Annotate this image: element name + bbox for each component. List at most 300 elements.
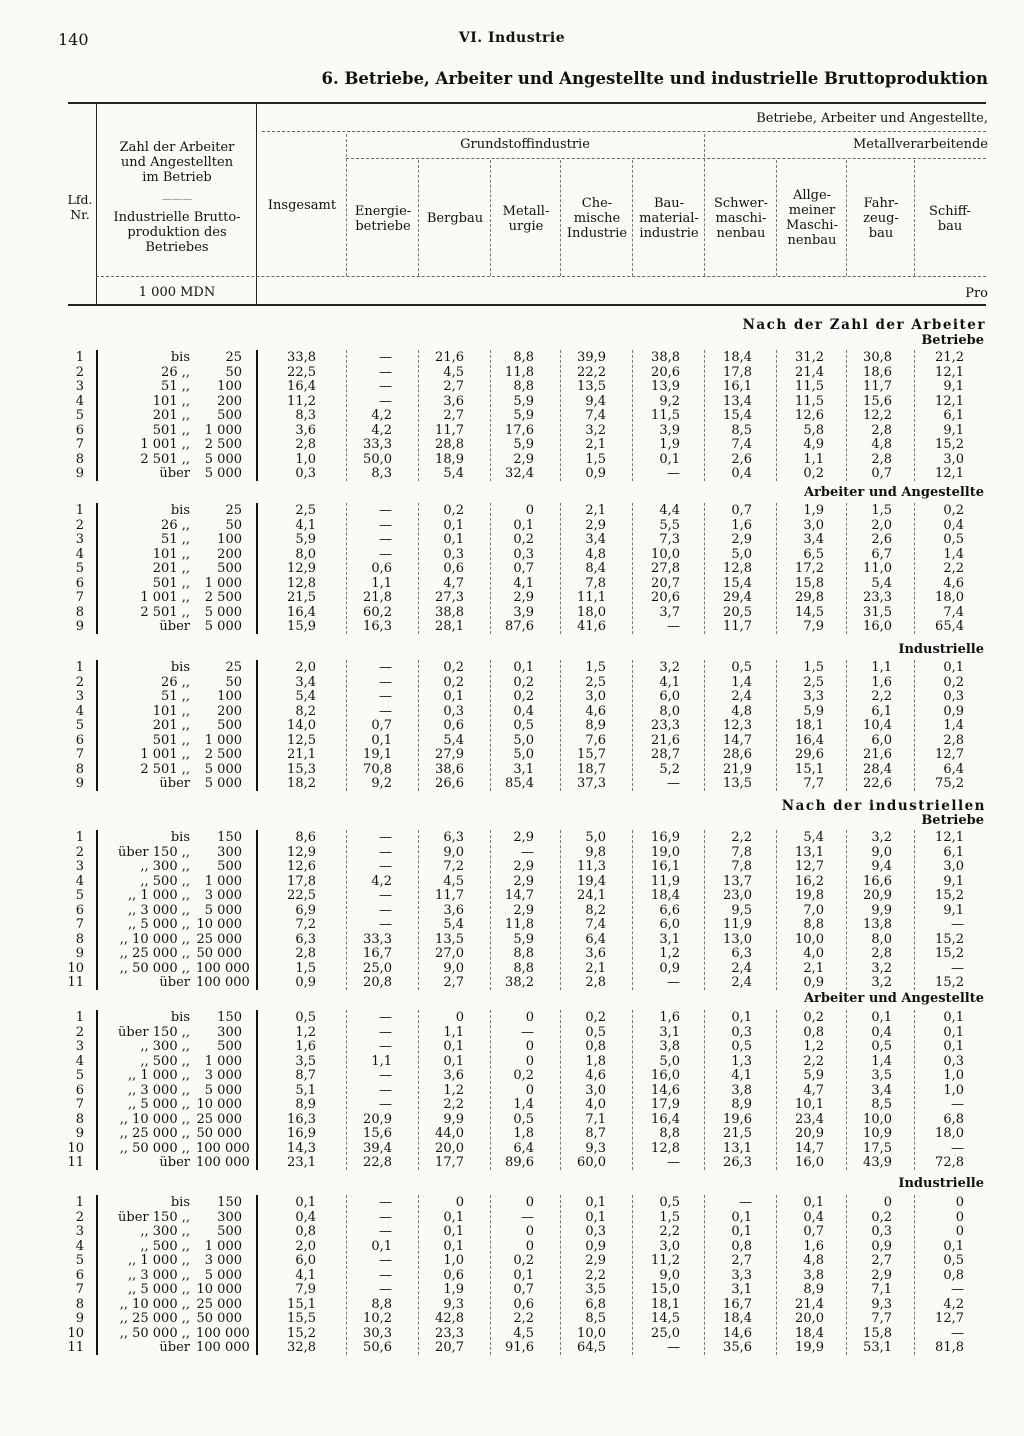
cell-value: 8,8: [513, 350, 534, 365]
table-row: [0, 1069, 1024, 1084]
cell-value: 3,9: [513, 604, 534, 620]
col-chemie: Che- mische Industrie: [566, 196, 628, 241]
cell-value: 0,2: [443, 674, 464, 690]
cell-value: 18,0: [577, 604, 606, 620]
cell-value: 2,2: [443, 1097, 464, 1112]
range-from: ,, 10 000 ,,: [119, 1111, 190, 1127]
cell-value: 3,5: [295, 1053, 316, 1069]
cell-value: 87,6: [505, 619, 534, 634]
cell-value: 13,5: [435, 931, 464, 947]
cell-value: 4,6: [585, 703, 606, 719]
cell-value: 1,0: [943, 1082, 964, 1098]
table-row: [0, 591, 1024, 606]
cell-value: 13,1: [723, 1140, 752, 1156]
row-number: 5: [75, 561, 84, 576]
cell-value: 10,9: [863, 1126, 892, 1141]
row-number: 3: [75, 689, 84, 704]
cell-value: 3,6: [443, 1068, 464, 1083]
cell-value: 18,7: [577, 761, 606, 777]
cell-value: 2,0: [871, 517, 892, 533]
cell-value: —: [379, 532, 392, 547]
table-row: [0, 889, 1024, 904]
cell-value: 28,1: [435, 619, 464, 634]
cell-value: 0: [525, 503, 534, 518]
cell-value: 0,5: [871, 1039, 892, 1054]
cell-value: 19,4: [577, 873, 606, 889]
cell-value: 21,1: [287, 747, 316, 762]
row-number: 3: [75, 1039, 84, 1054]
cell-value: 15,2: [287, 1325, 316, 1341]
table-row: [0, 562, 1024, 577]
cell-value: 4,1: [295, 1267, 316, 1283]
cell-value: 16,7: [363, 946, 392, 961]
cell-value: 50,6: [363, 1340, 392, 1355]
cell-value: 42,8: [435, 1311, 464, 1326]
cell-value: 5,0: [731, 546, 752, 562]
col-allg-maschinenbau: Allge- meiner Maschi- nenbau: [786, 188, 838, 248]
cell-value: 7,9: [295, 1282, 316, 1297]
block-label: Industrielle: [898, 1176, 984, 1191]
row-number: 9: [75, 946, 84, 961]
cell-value: 0,8: [943, 1267, 964, 1283]
cell-value: 0,8: [585, 1039, 606, 1054]
range-to: 100: [217, 689, 242, 704]
cell-value: 0,6: [443, 561, 464, 576]
cell-value: 0,9: [803, 975, 824, 990]
range-from: 101 ,,: [152, 546, 190, 562]
cell-value: 7,8: [731, 844, 752, 860]
cell-value: —: [379, 1224, 392, 1239]
cell-value: 2,4: [731, 960, 752, 976]
range-to: 150: [217, 1010, 242, 1025]
cell-value: 12,6: [795, 408, 824, 423]
cell-value: —: [379, 660, 392, 675]
cell-value: 0,1: [443, 532, 464, 547]
cell-value: 5,9: [295, 532, 316, 547]
cell-value: 11,2: [651, 1253, 680, 1268]
cell-value: 0,4: [295, 1209, 316, 1225]
range-from: bis: [170, 1010, 190, 1025]
cell-value: 0: [525, 1195, 534, 1210]
cell-value: 3,6: [443, 902, 464, 918]
cell-value: 50,0: [363, 451, 392, 467]
cell-value: 0,4: [871, 1024, 892, 1040]
cell-value: 16,9: [287, 1126, 316, 1141]
row-number: 3: [75, 379, 84, 394]
cell-value: 7,4: [731, 437, 752, 452]
cell-value: 13,8: [863, 917, 892, 932]
cell-value: 3,0: [585, 1082, 606, 1098]
cell-value: 5,0: [659, 1053, 680, 1069]
cell-value: 15,2: [935, 975, 964, 990]
cell-value: 4,7: [803, 1082, 824, 1098]
cell-value: 1,2: [659, 946, 680, 961]
cell-value: 0,7: [731, 503, 752, 518]
cell-value: 16,4: [287, 379, 316, 394]
cell-value: 0,7: [371, 718, 392, 733]
block-label: Arbeiter und Angestellte: [803, 991, 984, 1006]
cell-value: 0,9: [585, 1238, 606, 1254]
cell-value: 0: [955, 1195, 964, 1210]
cell-value: 16,4: [287, 604, 316, 620]
cell-value: —: [379, 546, 392, 562]
range-from: über: [159, 975, 190, 990]
cell-value: 0,2: [803, 1010, 824, 1025]
cell-value: 0,5: [943, 1253, 964, 1268]
cell-value: 3,4: [803, 532, 824, 547]
cell-value: 14,6: [651, 1082, 680, 1098]
cell-value: 1,6: [295, 1039, 316, 1054]
cell-value: 19,8: [795, 888, 824, 903]
header-prod: Industrielle Brutto- produktion des Betriebes: [113, 210, 241, 255]
cell-value: 16,6: [863, 873, 892, 889]
cell-value: 2,5: [803, 674, 824, 690]
cell-value: 20,9: [863, 888, 892, 903]
cell-value: 25,0: [363, 960, 392, 976]
cell-value: 1,1: [871, 660, 892, 675]
cell-value: —: [379, 1082, 392, 1098]
cell-value: 13,1: [795, 844, 824, 860]
row-number: 11: [67, 1340, 84, 1355]
cell-value: 16,3: [287, 1111, 316, 1127]
row-number: 4: [75, 873, 84, 889]
col-schwermaschinenbau: Schwer- maschi- nenbau: [714, 196, 768, 241]
cell-value: —: [521, 1209, 534, 1225]
cell-value: 15,4: [723, 575, 752, 591]
table-row: [0, 1026, 1024, 1041]
cell-value: 18,4: [723, 1311, 752, 1326]
row-number: 2: [75, 1024, 84, 1040]
cell-value: 0,2: [443, 660, 464, 675]
range-to: 1 000: [204, 1238, 242, 1254]
cell-value: 9,1: [943, 902, 964, 918]
cell-value: 9,0: [443, 844, 464, 860]
range-from: ,, 300 ,,: [140, 1039, 190, 1054]
cell-value: 64,5: [577, 1340, 606, 1355]
table-row: [0, 976, 1024, 991]
cell-value: 28,6: [723, 747, 752, 762]
cell-value: 18,1: [651, 1296, 680, 1312]
cell-value: 22,5: [287, 364, 316, 380]
cell-value: 7,7: [871, 1311, 892, 1326]
cell-value: —: [379, 350, 392, 365]
cell-value: 2,7: [443, 379, 464, 394]
range-to: 200: [217, 703, 242, 719]
cell-value: 23,4: [795, 1111, 824, 1127]
cell-value: 0,9: [585, 466, 606, 481]
range-from: 2 501 ,,: [140, 761, 190, 777]
cell-value: 2,9: [513, 590, 534, 605]
row-number: 6: [75, 902, 84, 918]
range-from: 501 ,,: [152, 732, 190, 748]
cell-value: 8,9: [295, 1097, 316, 1112]
cell-value: 0,1: [659, 451, 680, 467]
cell-value: 7,8: [731, 859, 752, 874]
cell-value: 2,2: [513, 1311, 534, 1326]
cell-value: —: [379, 1068, 392, 1083]
table-row: [0, 519, 1024, 534]
cell-value: 4,8: [803, 1253, 824, 1268]
cell-value: 12,1: [935, 364, 964, 380]
cell-value: 16,9: [651, 830, 680, 845]
table-row: [0, 1327, 1024, 1342]
cell-value: 5,4: [443, 466, 464, 481]
table-row: [0, 763, 1024, 778]
cell-value: 4,5: [443, 873, 464, 889]
range-to: 100 000: [196, 1140, 250, 1156]
cell-value: 8,9: [731, 1097, 752, 1112]
table-row: [0, 395, 1024, 410]
cell-value: 16,0: [651, 1068, 680, 1083]
cell-value: 6,5: [803, 546, 824, 562]
row-number: 1: [75, 350, 84, 365]
row-number: 2: [75, 1209, 84, 1225]
cell-value: 7,8: [585, 575, 606, 591]
cell-value: 31,2: [795, 350, 824, 365]
cell-value: 0,8: [295, 1224, 316, 1239]
cell-value: 6,9: [295, 902, 316, 918]
cell-value: 2,7: [731, 1253, 752, 1268]
cell-value: 0,8: [803, 1024, 824, 1040]
cell-value: 2,8: [871, 451, 892, 467]
range-to: 300: [217, 1209, 242, 1225]
cell-value: 6,3: [731, 946, 752, 961]
range-from: ,, 1 000 ,,: [127, 888, 190, 903]
cell-value: 0,5: [513, 718, 534, 733]
cell-value: 9,0: [659, 1267, 680, 1283]
cell-value: 38,2: [505, 975, 534, 990]
row-number: 7: [75, 747, 84, 762]
table-row: [0, 606, 1024, 621]
cell-value: 7,4: [943, 604, 964, 620]
cell-value: 17,7: [435, 1155, 464, 1170]
cell-value: 3,8: [803, 1267, 824, 1283]
range-to: 100 000: [196, 960, 250, 976]
col-bergbau: Bergbau: [426, 211, 484, 226]
block-label: Betriebe: [921, 813, 984, 828]
cell-value: 75,2: [935, 776, 964, 791]
cell-value: —: [379, 1097, 392, 1112]
cell-value: 1,4: [871, 1053, 892, 1069]
table-row: [0, 1269, 1024, 1284]
cell-value: 17,6: [505, 422, 534, 438]
cell-value: —: [379, 888, 392, 903]
cell-value: 1,1: [371, 1053, 392, 1069]
range-from: ,, 500 ,,: [140, 1238, 190, 1254]
range-from: bis: [170, 660, 190, 675]
range-from: 1 001 ,,: [140, 590, 190, 605]
table-row: [0, 1142, 1024, 1157]
cell-value: 8,6: [295, 830, 316, 845]
cell-value: 0,1: [443, 1209, 464, 1225]
range-from: 51 ,,: [161, 379, 190, 394]
cell-value: 18,9: [435, 451, 464, 467]
cell-value: 8,5: [731, 422, 752, 438]
header-group2: Metallverarbeitende: [853, 137, 988, 152]
table-row: [0, 1040, 1024, 1055]
cell-value: 1,9: [659, 437, 680, 452]
cell-value: 22,2: [577, 364, 606, 380]
cell-value: 0,1: [443, 517, 464, 533]
cell-value: —: [951, 1097, 964, 1112]
cell-value: —: [667, 975, 680, 990]
range-from: 1 001 ,,: [140, 437, 190, 452]
range-from: 26 ,,: [161, 364, 190, 380]
cell-value: 0,1: [513, 1267, 534, 1283]
cell-value: 0,5: [295, 1010, 316, 1025]
range-from: ,, 25 000 ,,: [119, 1311, 190, 1326]
cell-value: 2,2: [803, 1053, 824, 1069]
cell-value: 15,1: [287, 1296, 316, 1312]
cell-value: 7,1: [585, 1111, 606, 1127]
range-to: 25: [225, 660, 242, 675]
cell-value: 8,0: [659, 703, 680, 719]
cell-value: 0: [455, 1010, 464, 1025]
cell-value: 4,0: [585, 1097, 606, 1112]
row-number: 8: [75, 451, 84, 467]
cell-value: 23,3: [435, 1325, 464, 1341]
header-unit: 1 000 MDN: [138, 285, 216, 300]
cell-value: 11,7: [723, 619, 752, 634]
range-from: ,, 5 000 ,,: [127, 1097, 190, 1112]
cell-value: —: [379, 902, 392, 918]
row-number: 3: [75, 532, 84, 547]
cell-value: —: [379, 1024, 392, 1040]
cell-value: 9,4: [871, 859, 892, 874]
range-to: 1 000: [204, 575, 242, 591]
cell-value: 10,0: [795, 931, 824, 947]
cell-value: 15,3: [287, 761, 316, 777]
row-number: 3: [75, 1224, 84, 1239]
cell-value: 12,9: [287, 844, 316, 860]
cell-value: 16,0: [795, 1155, 824, 1170]
cell-value: 11,8: [505, 917, 534, 932]
cell-value: 0,3: [295, 466, 316, 481]
row-number: 3: [75, 859, 84, 874]
cell-value: 13,5: [723, 776, 752, 791]
row-number: 1: [75, 660, 84, 675]
table-row: [0, 1011, 1024, 1026]
cell-value: 0,2: [513, 674, 534, 690]
cell-value: —: [521, 844, 534, 860]
range-from: 1 001 ,,: [140, 747, 190, 762]
row-number: 9: [75, 1126, 84, 1141]
cell-value: 11,7: [435, 888, 464, 903]
cell-value: 0,3: [513, 546, 534, 562]
cell-value: 60,2: [363, 604, 392, 620]
cell-value: 9,0: [871, 844, 892, 860]
cell-value: —: [739, 1195, 752, 1210]
cell-value: 0: [525, 1039, 534, 1054]
range-to: 50: [225, 364, 242, 380]
range-to: 25 000: [196, 1111, 242, 1127]
cell-value: 6,4: [513, 1140, 534, 1156]
cell-value: 5,0: [513, 732, 534, 748]
row-number: 1: [75, 1195, 84, 1210]
cell-value: 33,8: [287, 350, 316, 365]
cell-value: —: [379, 379, 392, 394]
cell-value: 0,5: [731, 660, 752, 675]
table-row: [0, 860, 1024, 875]
row-number: 2: [75, 674, 84, 690]
cell-value: 22,6: [863, 776, 892, 791]
cell-value: 4,6: [585, 1068, 606, 1083]
cell-value: 0,7: [871, 466, 892, 481]
cell-value: 1,5: [659, 1209, 680, 1225]
cell-value: 0,3: [585, 1224, 606, 1239]
cell-value: —: [951, 1140, 964, 1156]
row-number: 6: [75, 575, 84, 591]
cell-value: 16,7: [723, 1296, 752, 1312]
cell-value: 2,5: [295, 503, 316, 518]
col-schiffbau: Schiff- bau: [929, 204, 971, 234]
range-to: 5 000: [204, 619, 242, 634]
cell-value: 18,2: [287, 776, 316, 791]
range-from: 26 ,,: [161, 517, 190, 533]
cell-value: 10,0: [651, 546, 680, 562]
cell-value: 8,0: [871, 931, 892, 947]
col-energie: Energie- betriebe: [354, 204, 412, 234]
cell-value: —: [379, 1195, 392, 1210]
cell-value: 8,3: [371, 466, 392, 481]
cell-value: 3,6: [295, 422, 316, 438]
cell-value: —: [379, 1010, 392, 1025]
header-bottom-right: Pro: [965, 286, 988, 301]
range-to: 3 000: [204, 1253, 242, 1268]
cell-value: 2,9: [731, 532, 752, 547]
range-to: 500: [217, 859, 242, 874]
range-to: 2 500: [204, 590, 242, 605]
cell-value: 70,8: [363, 761, 392, 777]
range-to: 10 000: [196, 1097, 242, 1112]
col-fahrzeugbau: Fahr- zeug- bau: [863, 196, 899, 241]
cell-value: 8,7: [585, 1126, 606, 1141]
cell-value: 3,8: [731, 1082, 752, 1098]
cell-value: 0,3: [443, 546, 464, 562]
cell-value: 27,9: [435, 747, 464, 762]
cell-value: 4,1: [659, 674, 680, 690]
range-to: 5 000: [204, 604, 242, 620]
cell-value: 9,3: [443, 1296, 464, 1312]
range-to: 100: [217, 532, 242, 547]
col-rule-range: [256, 102, 257, 304]
cell-value: 0,6: [371, 561, 392, 576]
cell-value: 37,3: [577, 776, 606, 791]
chapter-heading: VI. Industrie: [458, 30, 566, 46]
cell-value: 3,0: [943, 451, 964, 467]
cell-value: 9,9: [443, 1111, 464, 1127]
cell-value: 3,0: [659, 1238, 680, 1254]
cell-value: 22,5: [287, 888, 316, 903]
cell-value: 0,1: [943, 1238, 964, 1254]
range-to: 1 000: [204, 732, 242, 748]
cell-value: 10,0: [577, 1325, 606, 1341]
cell-value: 11,9: [651, 873, 680, 889]
cell-value: —: [951, 960, 964, 976]
cell-value: 18,4: [723, 350, 752, 365]
cell-value: 12,1: [935, 830, 964, 845]
cell-value: 2,9: [513, 830, 534, 845]
range-from: ,, 50 000 ,,: [119, 1140, 190, 1156]
cell-value: 2,7: [443, 975, 464, 990]
cell-value: 6,8: [585, 1296, 606, 1312]
cell-value: 21,4: [795, 1296, 824, 1312]
cell-value: 2,9: [513, 859, 534, 874]
table-row: [0, 1113, 1024, 1128]
cell-value: 11,1: [577, 590, 606, 605]
cell-value: 5,4: [295, 689, 316, 704]
cell-value: 0,1: [943, 1024, 964, 1040]
